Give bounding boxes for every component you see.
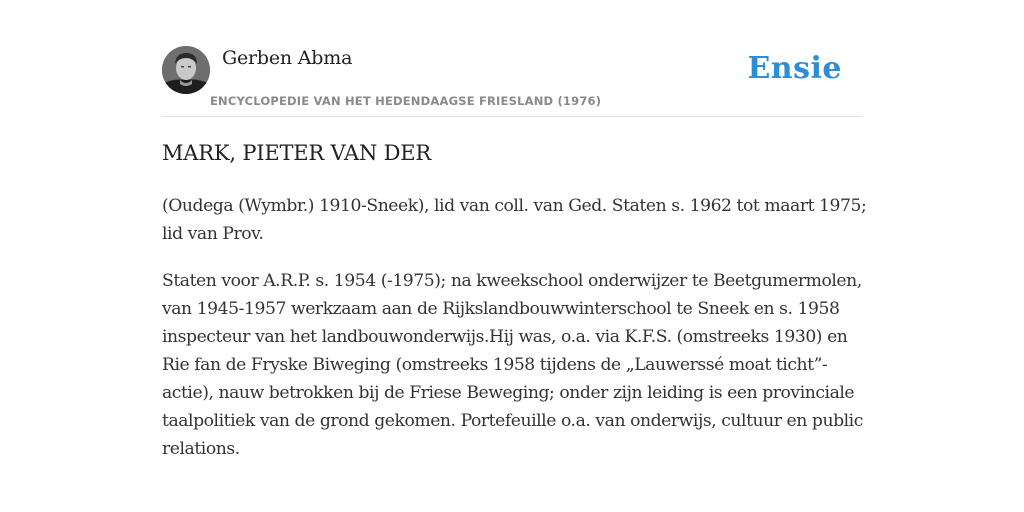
ensie-logo[interactable]: Ensie <box>747 51 842 86</box>
header <box>162 46 862 117</box>
author-name[interactable]: Gerben Abma <box>222 47 353 69</box>
article-paragraph-1: (Oudega (Wymbr.) 1910-Sneek), lid van coll. van Ged. Staten s. 1962 tot maart 1975; lid van Prov. <box>162 196 867 244</box>
article-paragraph-2: Staten voor A.R.P. s. 1954 (-1975); na kweekschool onderwijzer te Beetgumermolen, van 1945-1957 werkzaam aan de Rijkslandbouwwinterschool te Sneek en s. 1958 inspecteur van het landbouwonderwijs.Hij was, o.a. via K.F.S. (omstreeks 1930) en Rie fan de Fryske Biweging (omstreeks 1958 tijdens de „Lauwerssé moat ticht”-actie), nauw betrokken bij de Friese Beweging; onder zijn leiding is een provinciale taalpolitiek van de grond gekomen. Portefeuille o.a. van onderwijs, cultuur en public relations. <box>162 271 863 459</box>
author-avatar[interactable] <box>162 46 210 94</box>
article-title: MARK, PIETER VAN DER <box>162 141 432 165</box>
author-photo-icon <box>162 46 210 94</box>
source-label[interactable]: ENCYCLOPEDIE VAN HET HEDENDAAGSE FRIESLAND (1976) <box>210 94 602 108</box>
